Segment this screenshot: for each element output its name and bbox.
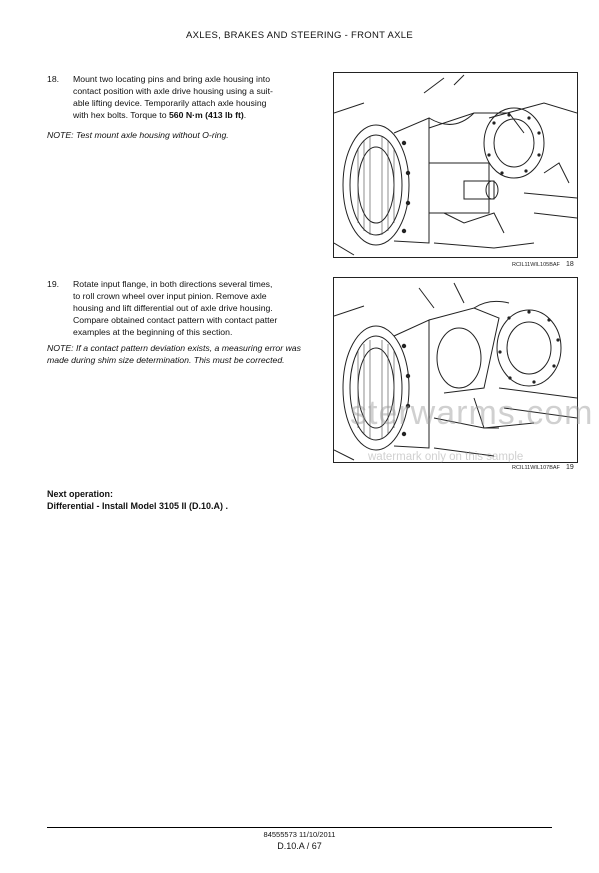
watermark-note: watermark only on this sample (368, 451, 524, 463)
figure-19 (333, 277, 578, 463)
step-line: Mount two locating pins and bring axle housing into (73, 74, 271, 84)
step-line: to roll crown wheel over input pinion. Remove axle (73, 291, 267, 301)
figure-code: RCIL11WIL107BAF (512, 465, 560, 471)
footer-doc-id: 84555573 11/10/2011 (263, 830, 336, 839)
figure-code: RCIL11WIL105BAF (512, 262, 560, 268)
figure-18 (333, 72, 578, 258)
step-line: contact position with axle drive housing using a suit- (73, 86, 273, 96)
differential-housing-illustration (334, 278, 577, 462)
step-19 (47, 278, 315, 338)
step-number: 19. (47, 279, 60, 289)
next-operation-link[interactable]: Differential - Install Model 3105 II (D.10.A) . (47, 501, 229, 511)
footer-divider (47, 827, 552, 828)
watermark-site: sterwarms.com (350, 394, 594, 432)
torque-value: 560 N·m (413 lb ft) (168, 110, 244, 120)
step-line: able lifting device. Temporarily attach axle housing (73, 98, 267, 108)
next-operation-label: Next operation: (47, 489, 114, 499)
step-line: examples at the beginning of this section. (73, 327, 233, 337)
step-text (73, 278, 315, 338)
step-line: housing and lift differential out of axle drive housing. (73, 303, 273, 313)
note-18: NOTE: Test mount axle housing without O-ring. (47, 130, 229, 140)
step-line: Rotate input flange, in both directions several times, (73, 279, 273, 289)
figure-number: 19 (566, 464, 574, 471)
step-line: Compare obtained contact pattern with contact patter (73, 315, 278, 325)
footer-page-number: D.10.A / 67 (277, 841, 322, 851)
step-line: with hex bolts. Torque to 560 N·m (413 lb ft). (73, 110, 247, 120)
axle-assembly-illustration (334, 73, 577, 257)
figure-number: 18 (566, 261, 574, 268)
page-header: AXLES, BRAKES AND STEERING - FRONT AXLE (186, 30, 413, 41)
step-18 (47, 73, 315, 121)
step-text (73, 73, 315, 121)
step-number: 18. (47, 74, 60, 84)
note-19: NOTE: If a contact pattern deviation exists, a measuring error was made during shim size determination. This must be corrected. (47, 343, 301, 365)
